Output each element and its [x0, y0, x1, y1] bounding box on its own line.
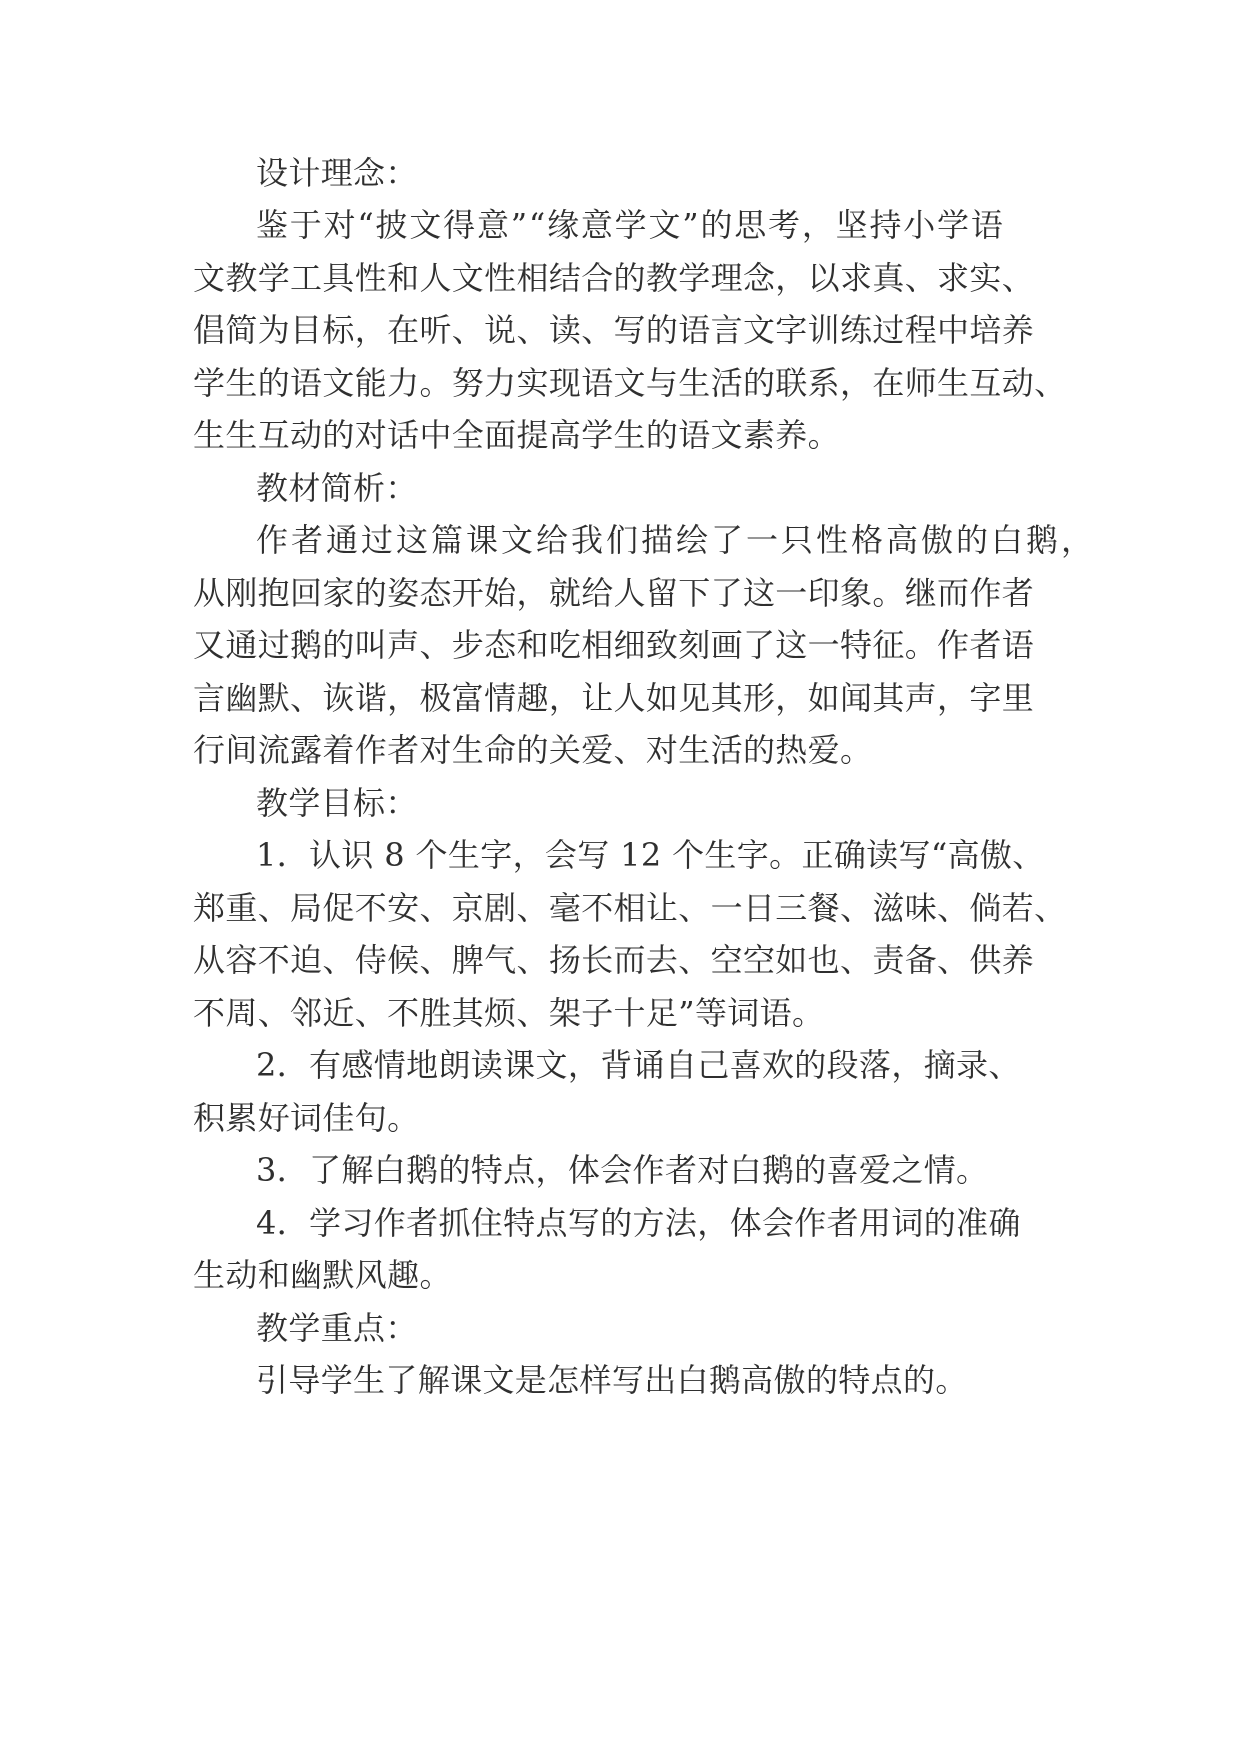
paragraph-line: 倡简为目标，在听、说、读、写的语言文字训练过程中培养: [193, 311, 1035, 349]
paragraph-line: 从刚抱回家的姿态开始，就给人留下了这一印象。继而作者: [193, 574, 1035, 612]
goal-item-2-line: 2．有感情地朗读课文，背诵自己喜欢的段落，摘录、: [256, 1046, 1021, 1084]
paragraph-line: 学生的语文能力。努力实现语文与生活的联系，在师生互动、: [193, 364, 1067, 402]
section-heading-teaching-goals: 教学目标：: [256, 784, 418, 822]
goal-item-4-line: 4．学习作者抓住特点写的方法，体会作者用词的准确: [256, 1204, 1021, 1242]
goal-item-2-line: 积累好词佳句。: [193, 1099, 420, 1137]
goal-item-3-line: 3．了解白鹅的特点，体会作者对白鹅的喜爱之情。: [256, 1151, 989, 1189]
goal-item-4-line: 生动和幽默风趣。: [193, 1256, 452, 1294]
paragraph-line: 生生互动的对话中全面提高学生的语文素养。: [193, 416, 841, 454]
paragraph-line: 作者通过这篇课文给我们描绘了一只性格高傲的白鹅，: [256, 521, 1097, 559]
goal-item-1-line: 不周、邻近、不胜其烦、架子十足”等词语。: [193, 994, 825, 1032]
goal-item-1-line: 1．认识 8 个生字，会写 12 个生字。正确读写“高傲、: [256, 836, 1045, 874]
section-heading-teaching-focus: 教学重点：: [256, 1309, 418, 1347]
paragraph-line: 又通过鹅的叫声、步态和吃相细致刻画了这一特征。作者语: [193, 626, 1035, 664]
goal-item-1-line: 郑重、局促不安、京剧、毫不相让、一日三餐、滋味、倘若、: [193, 889, 1067, 927]
goal-item-1-line: 从容不迫、侍候、脾气、扬长而去、空空如也、责备、供养: [193, 941, 1035, 979]
section-heading-design-concept: 设计理念：: [256, 154, 418, 192]
paragraph-line: 言幽默、诙谐，极富情趣，让人如见其形，如闻其声，字里: [193, 679, 1035, 717]
section-heading-material-analysis: 教材简析：: [256, 469, 418, 507]
paragraph-line: 行间流露着作者对生命的关爱、对生活的热爱。: [193, 731, 873, 769]
paragraph-line: 鉴于对“披文得意”“缘意学文”的思考，坚持小学语: [256, 206, 1005, 244]
paragraph-line: 引导学生了解课文是怎样写出白鹅高傲的特点的。: [256, 1361, 968, 1399]
paragraph-line: 文教学工具性和人文性相结合的教学理念，以求真、求实、: [193, 259, 1035, 297]
